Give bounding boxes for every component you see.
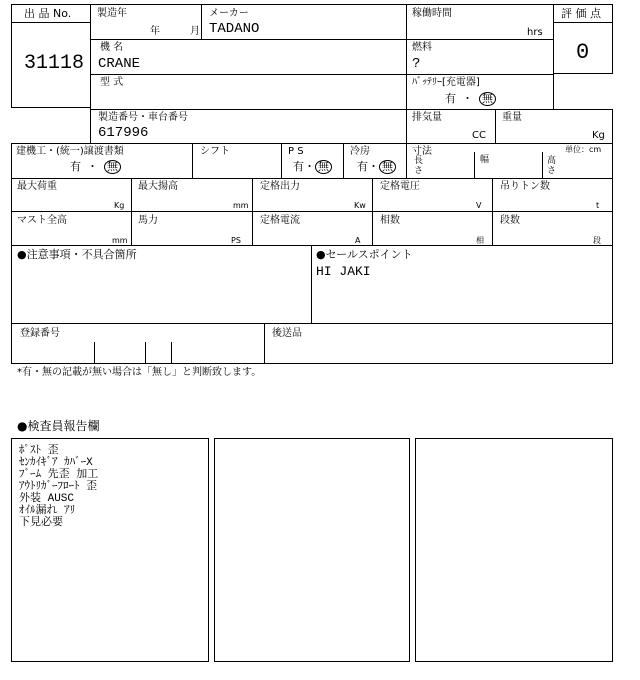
dimensions-label: 寸法 xyxy=(412,146,432,157)
displacement-label: 排気量 xyxy=(412,112,442,123)
fuel-label: 燃料 xyxy=(412,42,432,53)
max-lift-unit: mm xyxy=(233,201,249,210)
battery-label: ﾊﾞｯﾃﾘｰ[充電器] xyxy=(412,77,480,88)
yes-option: 有 xyxy=(445,92,456,105)
length-label: 長さ xyxy=(414,156,424,176)
fuel-value: ? xyxy=(412,56,421,72)
hours-label: 稼働時間 xyxy=(412,8,452,19)
displacement-unit: CC xyxy=(472,130,486,141)
inspector-note-line: ﾎﾟｽﾄ 歪 xyxy=(19,445,59,457)
inspector-report-title: ●検査員報告欄 xyxy=(17,419,100,433)
rated-current-label: 定格電流 xyxy=(260,215,300,226)
footnote: *有・無の記載が無い場合は「無し」と判断致します。 xyxy=(17,367,262,378)
sales-point-text: HI JAKI xyxy=(316,264,371,279)
rated-voltage-unit: V xyxy=(476,201,482,210)
ps-label: P S xyxy=(288,146,304,157)
phase-label: 相数 xyxy=(380,215,400,226)
type-label: 型 式 xyxy=(100,77,124,88)
shift-label: シフト xyxy=(200,146,230,157)
mast-height-label: マスト全高 xyxy=(17,215,67,226)
year-label: 製造年 xyxy=(97,8,127,19)
documents-options xyxy=(70,160,121,174)
no-option-circled: 無 xyxy=(104,160,121,174)
documents-label: 建機工・(統一)譲渡書類 xyxy=(16,146,124,157)
battery-options xyxy=(445,92,496,106)
hours-unit: hrs xyxy=(527,27,543,38)
width-label: 幅 xyxy=(480,155,490,165)
rated-output-unit: Kw xyxy=(354,201,366,210)
caution-label: ●注意事項・不具合箇所 xyxy=(17,248,137,261)
divider xyxy=(94,342,95,364)
yes-option: 有 xyxy=(293,160,304,173)
inspector-box-2 xyxy=(214,438,410,662)
inspector-note-line: ｾﾝｶｲｷﾞｱ ｶﾊﾞｰX xyxy=(19,457,93,469)
divider xyxy=(145,342,146,364)
rated-output-label: 定格出力 xyxy=(260,181,300,192)
weight-label: 重量 xyxy=(502,112,522,123)
divider xyxy=(474,152,475,179)
lot-number-label: 出 品 No. xyxy=(24,7,72,20)
max-load-unit: Kg xyxy=(114,201,125,210)
horsepower-unit: PS xyxy=(231,236,241,245)
no-option-circled: 無 xyxy=(379,160,396,174)
shipping-box xyxy=(264,323,613,364)
sales-point-label: ●セールスポイント xyxy=(316,248,413,261)
divider xyxy=(171,342,172,364)
yes-option: 有 xyxy=(357,160,368,173)
no-option-circled: 無 xyxy=(479,92,496,106)
cooler-options xyxy=(357,160,396,174)
dimensions-unit: 単位：cm xyxy=(565,145,602,154)
type-cell xyxy=(90,74,407,110)
separator-dot: ・ xyxy=(462,92,473,105)
stage-label: 段数 xyxy=(500,215,520,226)
stage-unit: 段 xyxy=(593,236,601,245)
cooler-label: 冷房 xyxy=(350,146,370,157)
separator-dot: ・ xyxy=(304,160,315,173)
model-value: CRANE xyxy=(98,56,141,72)
inspector-note-line: 下見必要 xyxy=(19,517,63,529)
inspector-box-3 xyxy=(415,438,613,662)
inspector-note-line: ｱｳﾄﾘｶﾞｰﾌﾛｰﾄ 歪 xyxy=(19,481,98,493)
score-value: 0 xyxy=(576,40,590,65)
maker-label: メーカー xyxy=(209,8,249,19)
month-unit: 月 xyxy=(190,26,200,37)
maker-value: TADANO xyxy=(209,21,260,37)
hoist-ton-label: 吊りトン数 xyxy=(500,181,550,192)
shipping-label: 後送品 xyxy=(272,328,302,339)
no-option-circled: 無 xyxy=(315,160,332,174)
score-label: 評 価 点 xyxy=(561,7,601,20)
max-load-label: 最大荷重 xyxy=(17,181,57,192)
separator-dot: ・ xyxy=(368,160,379,173)
horsepower-label: 馬力 xyxy=(138,215,158,226)
divider xyxy=(11,22,91,23)
year-unit: 年 xyxy=(150,26,160,37)
max-lift-label: 最大揚高 xyxy=(138,181,178,192)
inspector-note-line: ｵｲﾙ漏れ ｱﾘ xyxy=(19,505,76,517)
hoist-ton-unit: t xyxy=(596,201,600,210)
lot-number-value: 31118 xyxy=(24,52,85,75)
phase-unit: 相 xyxy=(476,236,484,245)
mast-height-unit: mm xyxy=(112,236,128,245)
serial-value: 617996 xyxy=(98,125,149,141)
ps-options xyxy=(293,160,332,174)
divider xyxy=(542,152,543,179)
registration-label: 登録番号 xyxy=(20,328,60,339)
weight-unit: Kg xyxy=(592,130,605,141)
divider xyxy=(553,22,613,23)
yes-option: 有 xyxy=(70,160,81,173)
inspector-note-line: ﾌﾞｰﾑ 先歪 加工 xyxy=(19,469,99,481)
serial-label: 製造番号・車台番号 xyxy=(98,112,188,123)
height-label: 高さ xyxy=(547,156,557,176)
inspector-note-line: 外装 AUSC xyxy=(19,493,75,505)
separator-dot: ・ xyxy=(87,160,98,173)
model-label: 機 名 xyxy=(100,42,124,53)
rated-voltage-label: 定格電圧 xyxy=(380,181,420,192)
rated-current-unit: A xyxy=(355,236,361,245)
